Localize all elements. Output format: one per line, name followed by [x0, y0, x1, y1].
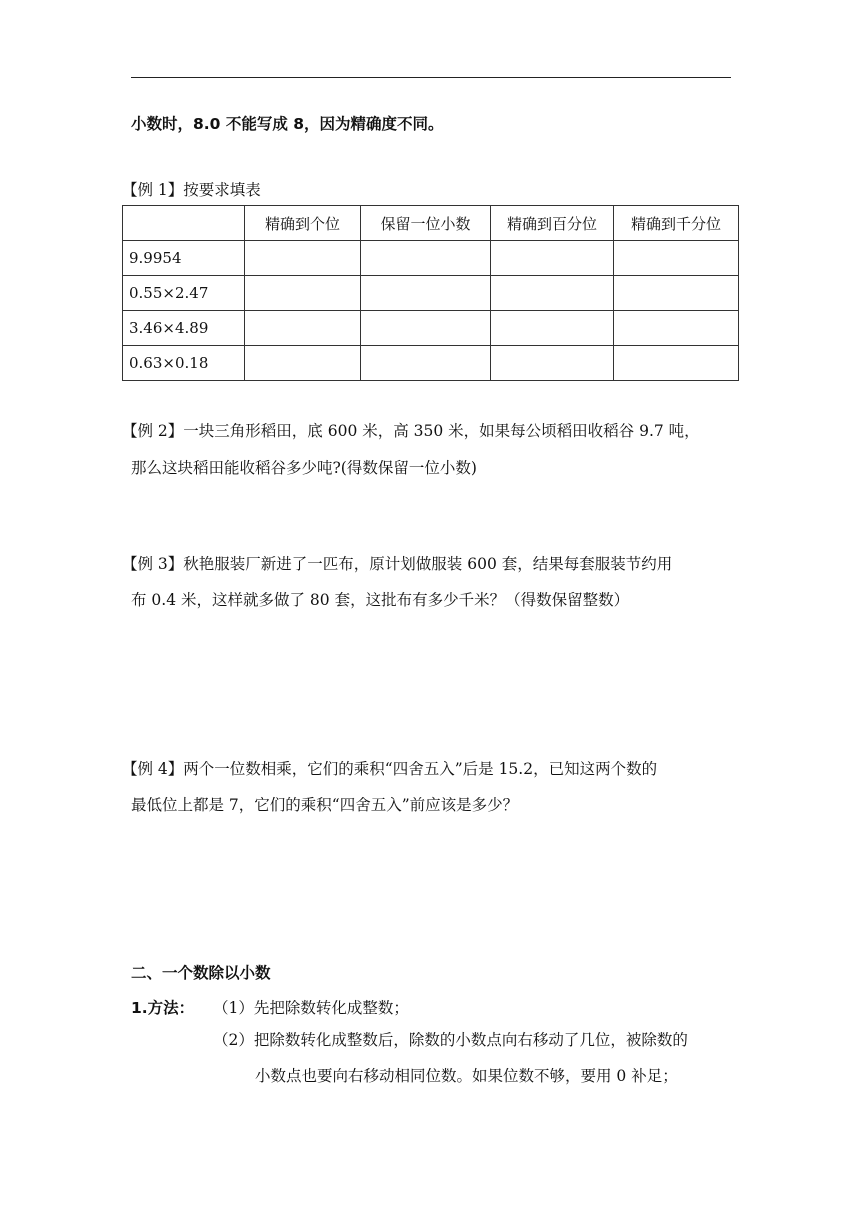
- table-header-cell: 精确到百分位: [491, 206, 614, 241]
- answer-cell[interactable]: [491, 241, 614, 276]
- example-2-line-1: 【例 2】一块三角形稻田，底 600 米，高 350 米，如果每公顷稻田收稻谷 9.7 吨，: [122, 422, 700, 440]
- answer-cell[interactable]: [361, 311, 491, 346]
- example-4-line-1: 【例 4】两个一位数相乘，它们的乘积“四舍五入”后是 15.2，已知这两个数的: [122, 760, 658, 778]
- method-step-2-line-1: （2）把除数转化成整数后，除数的小数点向右移动了几位，被除数的: [213, 1031, 688, 1049]
- method-step-1: （1）先把除数转化成整数；: [213, 999, 409, 1017]
- example-3-line-1: 【例 3】秋艳服装厂新进了一匹布，原计划做服装 600 套，结果每套服装节约用: [122, 555, 673, 573]
- example-4-line-2: 最低位上都是 7，它们的乘积“四舍五入”前应该是多少？: [131, 796, 519, 814]
- example-2-line-2: 那么这块稻田能收稻谷多少吨?(得数保留一位小数): [131, 459, 477, 477]
- table-header-cell: 精确到千分位: [614, 206, 739, 241]
- row-label-cell: 0.55×2.47: [123, 276, 245, 311]
- answer-cell[interactable]: [491, 346, 614, 381]
- answer-cell[interactable]: [245, 241, 361, 276]
- header-rule: [131, 77, 731, 78]
- example-3-line-2: 布 0.4 米，这样就多做了 80 套，这批布有多少千米？（得数保留整数）: [131, 591, 630, 609]
- table-header-row: [123, 206, 739, 241]
- answer-cell[interactable]: [491, 311, 614, 346]
- section-2-heading: 二、一个数除以小数: [131, 964, 271, 982]
- answer-cell[interactable]: [245, 276, 361, 311]
- row-label-cell: 9.9954: [123, 241, 245, 276]
- fill-in-table: [122, 205, 739, 381]
- answer-cell[interactable]: [614, 311, 739, 346]
- table-row: [123, 241, 739, 276]
- answer-cell[interactable]: [361, 346, 491, 381]
- method-step-2-line-2: 小数点也要向右移动相同位数。如果位数不够，要用 0 补足；: [255, 1067, 678, 1085]
- table-row: [123, 346, 739, 381]
- answer-cell[interactable]: [245, 311, 361, 346]
- table-header-cell: [123, 206, 245, 241]
- answer-cell[interactable]: [614, 276, 739, 311]
- answer-cell[interactable]: [614, 241, 739, 276]
- answer-cell[interactable]: [491, 276, 614, 311]
- example-1-title: 【例 1】按要求填表: [122, 181, 261, 199]
- table-header-cell: 保留一位小数: [361, 206, 491, 241]
- table-row: [123, 311, 739, 346]
- row-label-cell: 0.63×0.18: [123, 346, 245, 381]
- table-row: [123, 276, 739, 311]
- answer-cell[interactable]: [614, 346, 739, 381]
- answer-cell[interactable]: [245, 346, 361, 381]
- answer-cell[interactable]: [361, 241, 491, 276]
- row-label-cell: 3.46×4.89: [123, 311, 245, 346]
- answer-cell[interactable]: [361, 276, 491, 311]
- note-text: 小数时，8.0 不能写成 8，因为精确度不同。: [131, 115, 444, 133]
- table-header-cell: 精确到个位: [245, 206, 361, 241]
- method-label: 1.方法：: [131, 999, 195, 1017]
